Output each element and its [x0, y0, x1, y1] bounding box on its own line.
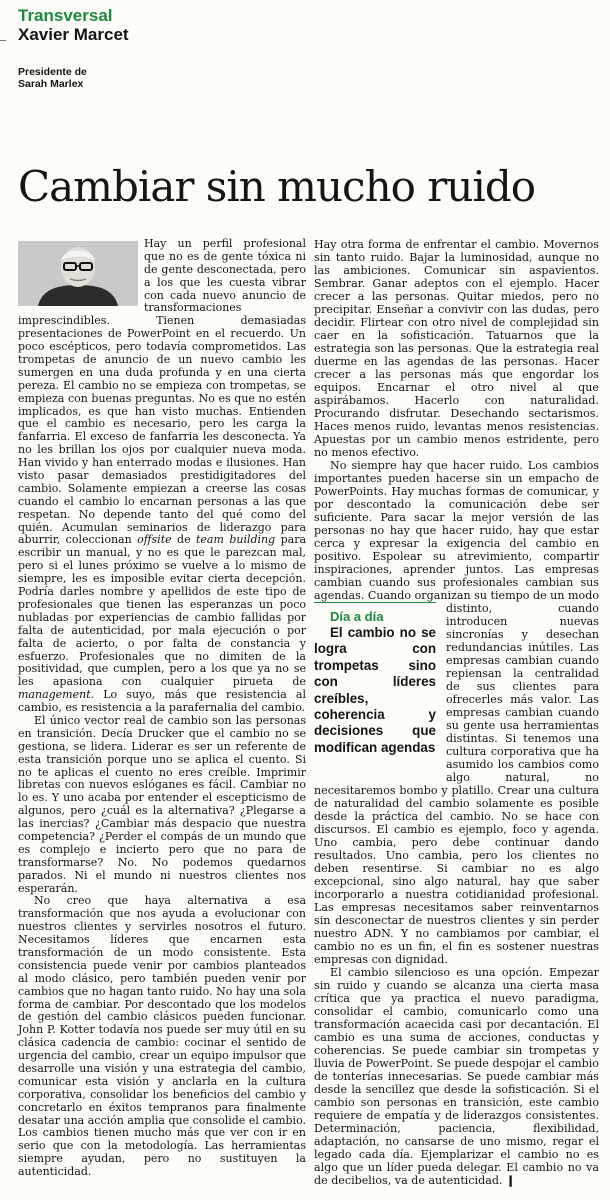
- paragraph: [18, 238, 306, 715]
- pull-quote-label: Día a día: [330, 609, 384, 624]
- column-header: [18, 6, 129, 44]
- italic-term: team building: [196, 533, 276, 547]
- author-role-line1: Presidente de: [18, 66, 87, 78]
- margin-rule: [0, 40, 6, 41]
- headline: Cambiar sin mucho ruido: [18, 162, 535, 211]
- paragraph: [314, 459, 599, 966]
- italic-term: management: [18, 688, 91, 702]
- paragraph-text: No siempre hay que hacer ruido. Los cambios importantes pueden hacerse sin un empacho de PowerPoints. Hay muchas formas de comunicar, y por descontado la comunicación debe ser suficiente. Para sacar la mejor versión de las personas no hay que hacer ruido, hay que estar cerca y expresar la exigencia del cambio en positivo. Espolear su atrevimiento, compartir inspiraciones, aprender juntos. Las empresas cambian cuando sus profesionales cambian sus agendas. Cuando organizan su tiempo de un modo: [314, 459, 599, 602]
- paragraph: No creo que haya alternativa a esa transformación que nos ayuda a evolucionar con nuestros clientes y servirles nosotros el futuro. Necesitamos líderes que encarnen esta transformación de un modo consistente. Esta consistencia puede venir por cambios planteados al modo clásico, pero también pueden venir por cambios que no hagan tanto ruido. No hay una sola forma de cambiar. Por descontado que los modelos de gestión del cambio clásicos pueden funcionar. John P. Kotter todavía nos puede ser muy útil en su clásica cadencia de cambio: cocinar el sentido de urgencia del cambio, crear un equipo impulsor que desarrolle una visión y una estrategia del cambio, comunicar esta visión y anclarla en la cultura corporativa, consolidar los beneficios del cambio y concretarlo en éxitos tempranos para finalmente desatar una acción amplia que consolide el cambio. Los cambios tienen mucho más que ver con ir en serio que con la metodología. Las herramientas siempre ayudan, pero no sustituyen la autenticidad.: [18, 894, 306, 1179]
- author-portrait-icon: [18, 241, 138, 306]
- paragraph-text: de: [171, 533, 196, 547]
- paragraph-text: . Lo suyo, más que resistencia al cambio, es resistencia a la parafernalia del cambio.: [18, 688, 306, 715]
- italic-term: offsite: [137, 533, 172, 547]
- paragraph-text: para escribir un manual, y no es que le parezcan mal, pero si el lunes próximo se vuelve a lo mismo de siempre, les es imposible evitar cierta decepción. Podría darles nombre y apellidos de este tipo de profesionales que tienen las esperanzas un poco nubladas por experiencias de cambio fallidas por falta de autenticidad, por mala ejecución o por falta de acierto, o por falta de constancia y esfuerzo. Profesionales que no dimiten de la positividad, que cumplen, pero a los que ya no se les apasiona con cualquier pirueta de: [18, 533, 307, 689]
- section-label[interactable]: Transversal: [18, 6, 113, 25]
- paragraph: Hay otra forma de enfrentar el cambio. Movernos sin tanto ruido. Bajar la luminosidad, aunque no las ambiciones. Comunicar sin aspavientos. Sembrar. Ganar adeptos con el ejemplo. Hacer crecer a las personas. Quitar miedos, pero no precipitar. Enseñar a convivir con las dudas, pero decidir. Flirtear con otro nivel de complejidad sin caer en la sofisticación. Tatuarnos que la estrategia son las personas. Que la estrategia real duerme en las agendas de las personas. Hacer crecer a las personas más que engordar los equipos. Encarnar el otro nivel al que aspirábamos. Hacerlo con naturalidad. Procurando disfrutar. Desechando sectarismos. Haces menos ruido, levantas menos resistencias. Apuestas por un cambio menos estridente, pero no menos efectivo.: [314, 238, 599, 459]
- article-column-left: [18, 238, 306, 1179]
- end-mark: ❙: [505, 1174, 516, 1187]
- paragraph-text: El cambio silencioso es una opción. Empezar sin ruido y cuando se alcanza una cierta masa crítica que ya practica el nuevo paradigma, consolidar el cambio, comunicarlo como una transformación acaecida casi por decantación. El cambio es una suma de acciones, conductas y coherencias. Se puede cambiar sin trompetas y lluvia de PowerPoint. Se puede despojar el cambio de tonterías innecesarias. Se puede cambiar más desde la sencillez que desde la sofisticación. Si el cambio son personas en transición, este cambio requiere de empatía y de liderazgos consistentes. Determinación, paciencia, flexibilidad, adaptación, no cansarse de uno mismo, regar el legado cada día. Ejemplarizar el cambio no es algo que un líder pueda delegar. El cambio no va de decibelios, va de autenticidad.: [314, 966, 599, 1187]
- paragraph-text: Hay un perfil profesional que no es de gente tóxica ni de gente desconectada, pero a los que les cuesta vibrar con cada nuevo anuncio de transformaciones imprescindibles. Tienen demasiadas presentaciones de PowerPoint en el recuerdo. Un poco escépticos, pero todavía comprometidos. Las trompetas de anuncio de un nuevo cambio les sumergen en una duda profunda y en una cierta pereza. El cambio no se empieza con trompetas, se empieza con buenas preguntas. No es que no estén implicados, es que han visto muchas. Entienden que el cambio es necesario, pero les carga la fanfarria. El exceso de fanfarria les desconecta. Ya no les brillan los ojos por cualquier nueva moda. Han vivido y han enterrado modas e ilusiones. Han visto pasar demasiados prestidigitadores del cambio. Solamente empiezan a creerse las cosas cuando el cambio lo encarnan personas a las que respetan. No depende tanto del qué como del quién. Acumulan seminarios de liderazgo para aburrir, coleccionan: [18, 237, 306, 547]
- pull-quote: [314, 602, 436, 777]
- article-column-right: [314, 238, 599, 1187]
- paragraph: [314, 966, 599, 1187]
- author-portrait-drawing: [18, 241, 138, 306]
- pull-quote-text: El cambio no se logra con trompetas sino con líderes creíbles, coherencia y decisiones que modifican agendas: [314, 625, 436, 755]
- author-name[interactable]: Xavier Marcet: [18, 25, 129, 44]
- author-role: [18, 66, 87, 90]
- author-role-line2: Sarah Marlex: [18, 78, 84, 90]
- paragraph-text: distinto, cuando introducen nuevas sincronías y desechan redundancias inútiles. Las empresas cambian cuando repiensan la centralidad de sus clientes para ofrecerles más valor. Las empresas cambian cuando su gente usa herramientas distintas. Si tenemos una cultura corporativa que ha asumido los cambios como algo natural, no necesitaremos bombo y platillo. Crear una cultura de naturalidad del cambio solamente es posible desde la práctica del cambio. No se hace con discursos. El cambio es ejemplo, foco y agenda. Uno cambia, pero debe continuar dando resultados. Uno cambia, pero los clientes no deben resentirse. Si cambiar no es algo excepcional, sino algo natural, hay que saber incorporarlo a nuestra cotidianidad profesional. Las empresas necesitamos saber reinventarnos sin desconectar de nuestros clientes y sin perder nuestro ADN. Y no cambiamos por cambiar, el cambio no es un fin, el fin es sostener nuestras empresas con dignidad.: [314, 602, 599, 966]
- paragraph: El único vector real de cambio son las personas en transición. Decía Drucker que el cambio no se gestiona, se lidera. Liderar es ser un referente de esta transición porque uno se aplica el cuento. Si no te aplicas el cuento no eres creíble. Imprimir libretas con nuevos eslóganes es fácil. Cambiar no lo es. Y uno acaba por entender el escepticismo de algunos, pero ¿cuál es la alternativa? ¿Plegarse a las inercias? ¿Cambiar más despacio que nuestra competencia? ¿Perder el compás de un mundo que es complejo e incierto pero que no para de transformarse? No. No podemos quedarnos parados. Ni el mundo ni nuestros clientes nos esperarán.: [18, 713, 306, 895]
